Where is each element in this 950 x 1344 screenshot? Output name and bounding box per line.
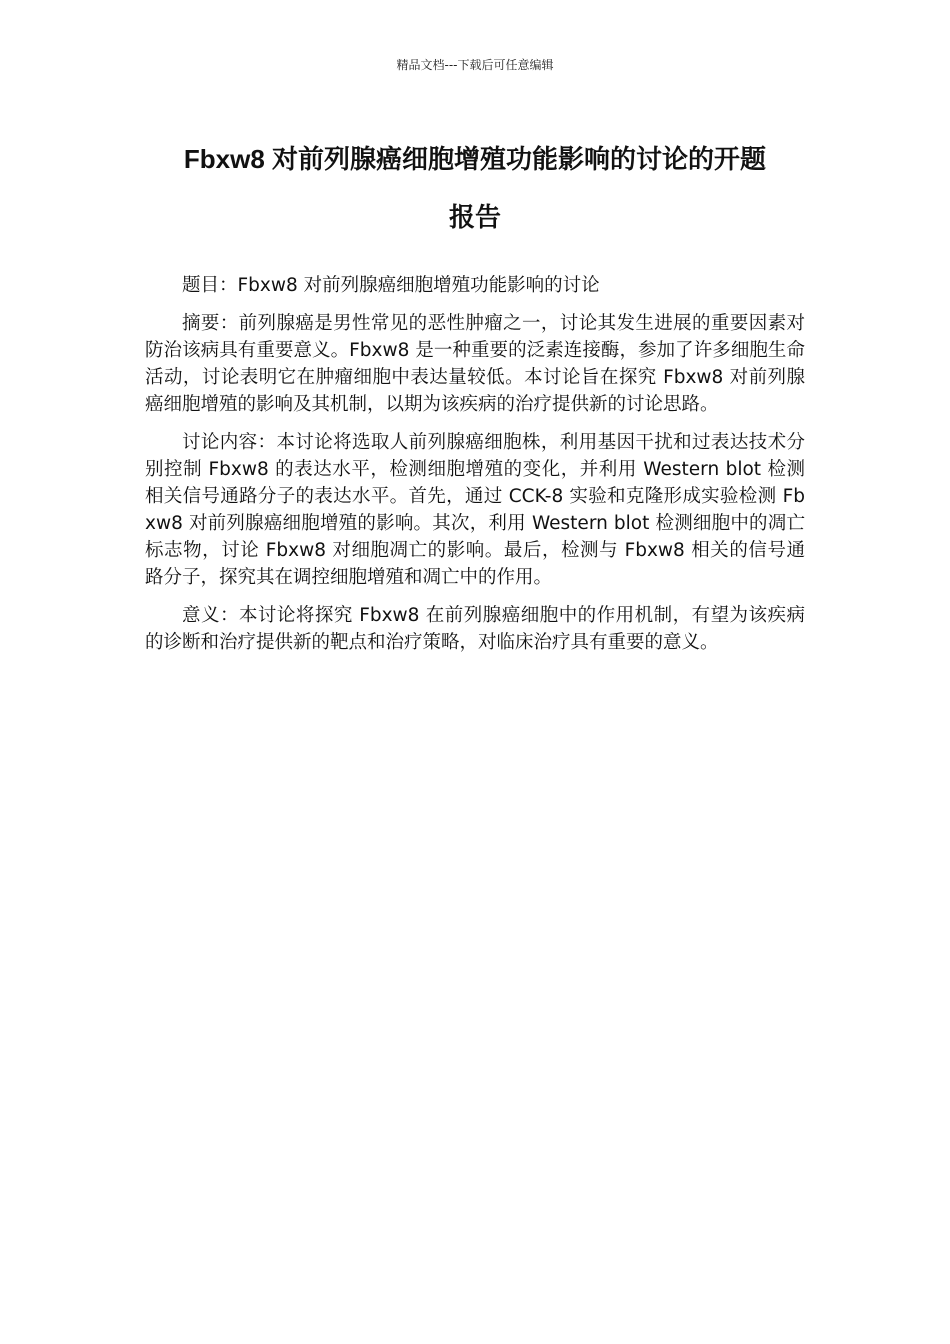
topic-paragraph: 题目：Fbxw8 对前列腺癌细胞增殖功能影响的讨论 bbox=[182, 275, 600, 296]
page-header: 精品文档---下载后可任意编辑 bbox=[396, 58, 554, 72]
document-title-line1: Fbxw8 对前列腺癌细胞增殖功能影响的讨论的开题 bbox=[183, 144, 767, 174]
abstract-paragraph: 摘要：前列腺癌是男性常见的恶性肿瘤之一，讨论其发生进展的重要因素对防治该病具有重要意义。Fbxw8 是一种重要的泛素连接酶，参加了许多细胞生命活动，讨论表明它在肿瘤细胞中表达量较低。本讨论旨在探究 Fbxw8 对前列腺癌细胞增殖的影响及其机制，以期为该疾病的治疗提供新的讨论思路。 bbox=[145, 313, 805, 415]
significance-paragraph: 意义：本讨论将探究 Fbxw8 在前列腺癌细胞中的作用机制，有望为该疾病的诊断和治疗提供新的靶点和治疗策略，对临床治疗具有重要的意义。 bbox=[145, 605, 805, 653]
document-title bbox=[140, 130, 810, 246]
document-title-line2: 报告 bbox=[448, 202, 501, 232]
research-content-paragraph: 讨论内容：本讨论将选取人前列腺癌细胞株，利用基因干扰和过表达技术分别控制 Fbxw8 的表达水平，检测细胞增殖的变化，并利用 Western blot 检测相关信号通路分子的表达水平。首先，通过 CCK-8 实验和克隆形成实验检测 Fbxw8 对前列腺癌细胞增殖的影响。其次，利用 Western blot 检测细胞中的凋亡标志物，讨论 Fbxw8 对细胞凋亡的影响。最后，检测与 Fbxw8 相关的信号通路分子，探究其在调控细胞增殖和凋亡中的作用。 bbox=[145, 432, 805, 588]
document-body bbox=[145, 272, 805, 667]
